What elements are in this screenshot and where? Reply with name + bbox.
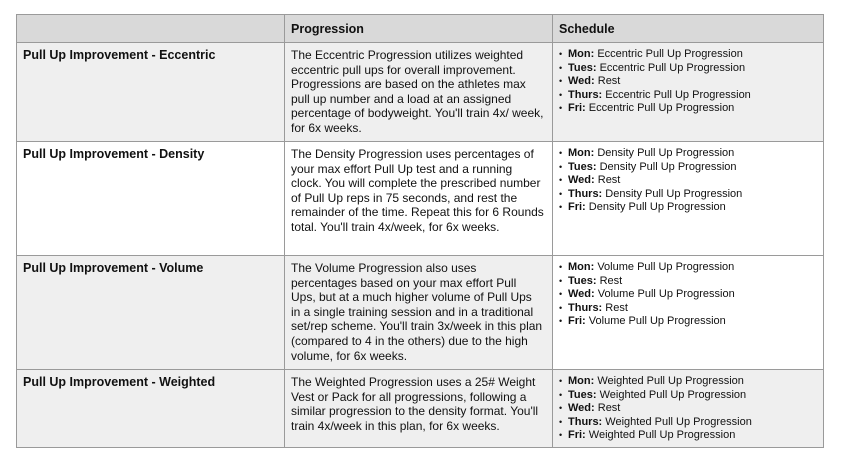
schedule-day: Thurs: [568, 88, 603, 101]
schedule-day: Wed: [568, 75, 595, 88]
schedule-list [557, 48, 817, 116]
schedule-day: Thurs: [568, 187, 603, 200]
header-progression: Progression [285, 15, 553, 43]
schedule-day: Wed: [568, 174, 595, 187]
schedule-plan: Density Pull Up Progression [597, 147, 735, 159]
progression-table [16, 14, 824, 448]
table-row [17, 43, 824, 142]
schedule-item [557, 315, 817, 329]
schedule-item [557, 275, 817, 289]
program-description: The Weighted Progression uses a 25# Weight Vest or Pack for all progressions, following a similar progression to the density format. You'll train 4x/week in this plan, for 6x weeks. [285, 370, 553, 448]
schedule-item [557, 89, 817, 103]
schedule-item [557, 147, 817, 161]
schedule-item [557, 75, 817, 89]
schedule-plan: Rest [597, 75, 621, 88]
program-description: The Volume Progression also uses percentages based on your max effort Pull Ups, but at a much higher volume of Pull Ups in a single training session and in a traditional set/rep scheme. You'll train 3x/week in this plan (compared to 4 in the others) due to the high volume, for 6x weeks. [285, 256, 553, 370]
schedule-day: Wed: [568, 402, 595, 415]
schedule-item [557, 389, 817, 403]
schedule-plan: Rest [605, 301, 628, 314]
schedule-item [557, 375, 817, 389]
schedule-list [557, 147, 817, 215]
schedule-item [557, 416, 817, 430]
bullet-icon: • [559, 275, 563, 286]
schedule-list [557, 261, 817, 329]
schedule-plan: Rest [599, 274, 623, 287]
table-row [17, 256, 824, 370]
schedule-plan: Weighted Pull Up Progression [588, 429, 736, 442]
program-schedule [553, 370, 824, 448]
schedule-item [557, 62, 817, 76]
bullet-icon: • [559, 302, 563, 313]
bullet-icon: • [559, 316, 563, 327]
schedule-plan: Eccentric Pull Up Progression [588, 102, 735, 115]
bullet-icon: • [559, 175, 563, 186]
bullet-icon: • [559, 89, 563, 100]
schedule-item [557, 201, 817, 215]
bullet-icon: • [559, 389, 563, 400]
schedule-day: Mon: [568, 375, 595, 387]
schedule-day: Mon: [568, 261, 595, 273]
schedule-plan: Density Pull Up Progression [599, 160, 737, 173]
bullet-icon: • [559, 416, 563, 427]
bullet-icon: • [559, 430, 563, 441]
schedule-day: Fri: [568, 102, 586, 115]
header-schedule: Schedule [553, 15, 824, 43]
bullet-icon: • [559, 103, 563, 114]
bullet-icon: • [559, 161, 563, 172]
bullet-icon: • [559, 202, 563, 213]
schedule-day: Mon: [568, 147, 595, 159]
program-name: Pull Up Improvement - Eccentric [17, 43, 285, 142]
bullet-icon: • [559, 62, 563, 73]
bullet-icon: • [559, 289, 563, 300]
schedule-plan: Rest [597, 174, 621, 187]
schedule-day: Thurs: [568, 301, 603, 314]
schedule-plan: Weighted Pull Up Progression [605, 415, 752, 428]
bullet-icon: • [559, 403, 563, 414]
schedule-item [557, 102, 817, 116]
schedule-plan: Volume Pull Up Progression [588, 315, 726, 328]
schedule-plan: Density Pull Up Progression [605, 187, 743, 200]
schedule-day: Mon: [568, 48, 595, 60]
schedule-plan: Eccentric Pull Up Progression [599, 61, 746, 74]
schedule-item [557, 288, 817, 302]
schedule-plan: Volume Pull Up Progression [597, 261, 735, 273]
schedule-plan: Rest [597, 402, 621, 415]
schedule-day: Fri: [568, 201, 586, 214]
schedule-plan: Eccentric Pull Up Progression [597, 48, 743, 60]
program-name: Pull Up Improvement - Weighted [17, 370, 285, 448]
schedule-item [557, 302, 817, 316]
program-name: Pull Up Improvement - Density [17, 142, 285, 256]
schedule-plan: Weighted Pull Up Progression [599, 388, 747, 401]
schedule-day: Thurs: [568, 415, 603, 428]
schedule-day: Fri: [568, 429, 586, 442]
schedule-item [557, 429, 817, 443]
schedule-day: Tues: [568, 160, 597, 173]
program-schedule [553, 43, 824, 142]
bullet-icon: • [559, 376, 563, 386]
program-description: The Density Progression uses percentages of your max effort Pull Up test and a running clock. You will complete the prescribed number of Pull Up reps in 75 seconds, and rest the remainder of the time. Repeat this for 6 Rounds total. You'll train 4x/week, for 6x weeks. [285, 142, 553, 256]
bullet-icon: • [559, 49, 563, 59]
schedule-day: Tues: [568, 388, 597, 401]
schedule-plan: Weighted Pull Up Progression [597, 375, 744, 387]
header-empty [17, 15, 285, 43]
schedule-plan: Eccentric Pull Up Progression [605, 88, 751, 101]
schedule-day: Tues: [568, 274, 597, 287]
schedule-day: Tues: [568, 61, 597, 74]
program-schedule [553, 256, 824, 370]
bullet-icon: • [559, 188, 563, 199]
schedule-item [557, 174, 817, 188]
bullet-icon: • [559, 148, 563, 158]
bullet-icon: • [559, 76, 563, 87]
schedule-item [557, 161, 817, 175]
schedule-plan: Density Pull Up Progression [588, 201, 726, 214]
schedule-item [557, 402, 817, 416]
bullet-icon: • [559, 262, 563, 272]
program-name: Pull Up Improvement - Volume [17, 256, 285, 370]
schedule-day: Wed: [568, 288, 595, 301]
table-row [17, 142, 824, 256]
schedule-item [557, 188, 817, 202]
schedule-plan: Volume Pull Up Progression [597, 288, 735, 301]
table-row [17, 370, 824, 448]
schedule-list [557, 375, 817, 443]
program-schedule [553, 142, 824, 256]
program-description: The Eccentric Progression utilizes weighted eccentric pull ups for overall improvement. Progressions are based on the athletes max pull up number and a load at an assigned percentage of bodyweight. You'll train 4x/ week, for 6x weeks. [285, 43, 553, 142]
schedule-item [557, 48, 817, 62]
header-row [17, 15, 824, 43]
schedule-item [557, 261, 817, 275]
schedule-day: Fri: [568, 315, 586, 328]
